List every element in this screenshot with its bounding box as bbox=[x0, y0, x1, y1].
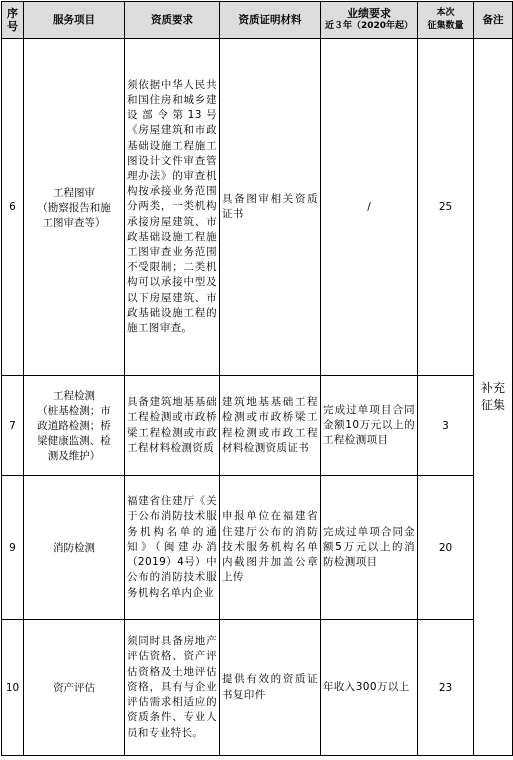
row-project: 工程检测 （桩基检测；市 政道路检测；桥 梁健康监测、检 测及维护） bbox=[24, 376, 125, 476]
header-project: 服务项目 bbox=[24, 2, 125, 39]
row-performance: 年收入300万以上 bbox=[321, 620, 418, 756]
row-seq: 9 bbox=[2, 476, 24, 620]
row-performance: / bbox=[321, 39, 418, 376]
row-materials: 建筑地基基础工程检测或市政桥梁工程检测或市政工程材料检测资质证书 bbox=[220, 376, 321, 476]
table-row bbox=[2, 476, 513, 620]
row-seq: 6 bbox=[2, 39, 24, 376]
header-quantity: 本次 征集数量 bbox=[418, 2, 474, 39]
header-seq: 序 号 bbox=[2, 2, 24, 39]
row-qualification: 须依据中华人民共和国住房和城乡建设部令第13号《房屋建筑和市政基础设施工程施工图设计文件审查管理办法》的审查机构按承接业务范围分两类，一类机构承接房屋建筑、市政基础设施工程施工图审查业务范围不受限制；二类机构可以承接中型及以下房屋建筑、市政基础设施工程的施工图审查。 bbox=[125, 39, 220, 376]
row-materials: 具备图审相关资质证书 bbox=[220, 39, 321, 376]
remarks-merged-cell: 补充 征集 bbox=[474, 39, 513, 756]
row-project: 消防检测 bbox=[24, 476, 125, 620]
row-qualification: 具备建筑地基基础工程检测或市政桥梁工程检测或市政工程材料检测资质 bbox=[125, 376, 220, 476]
header-remarks: 备注 bbox=[474, 2, 513, 39]
row-performance: 完成过单项合同金额5万元以上的消防检测项目 bbox=[321, 476, 418, 620]
row-quantity: 3 bbox=[418, 376, 474, 476]
row-materials: 提供有效的资质证书复印件 bbox=[220, 620, 321, 756]
header-performance: 业绩要求 近３年（2020年起） bbox=[321, 2, 418, 39]
header-materials: 资质证明材料 bbox=[220, 2, 321, 39]
table-row bbox=[2, 620, 513, 756]
row-qualification: 须同时具备房地产评估资格、资产评估资格及土地评估资格，具有与企业评估需求相适应的资质条件、专业人员和专业特长。 bbox=[125, 620, 220, 756]
row-qualification: 福建省住建厅《关于公布消防技术服务机构名单的通知》（闽建办消（2019）4号）中公布的消防技术服务机构名单内企业 bbox=[125, 476, 220, 620]
row-seq: 7 bbox=[2, 376, 24, 476]
row-materials: 申报单位在福建省住建厅公布的消防技术服务机构名单内截图并加盖公章上传 bbox=[220, 476, 321, 620]
row-seq: 10 bbox=[2, 620, 24, 756]
row-project: 工程图审 （勘察报告和施 工图审查等） bbox=[24, 39, 125, 376]
header-qualification: 资质要求 bbox=[125, 2, 220, 39]
table-row bbox=[2, 39, 513, 376]
row-quantity: 23 bbox=[418, 620, 474, 756]
requirements-table bbox=[1, 1, 513, 756]
header-row bbox=[2, 2, 513, 39]
row-project: 资产评估 bbox=[24, 620, 125, 756]
table-row bbox=[2, 376, 513, 476]
row-quantity: 25 bbox=[418, 39, 474, 376]
row-performance: 完成过单项目合同金额10万元以上的工程检测项目 bbox=[321, 376, 418, 476]
row-quantity: 20 bbox=[418, 476, 474, 620]
